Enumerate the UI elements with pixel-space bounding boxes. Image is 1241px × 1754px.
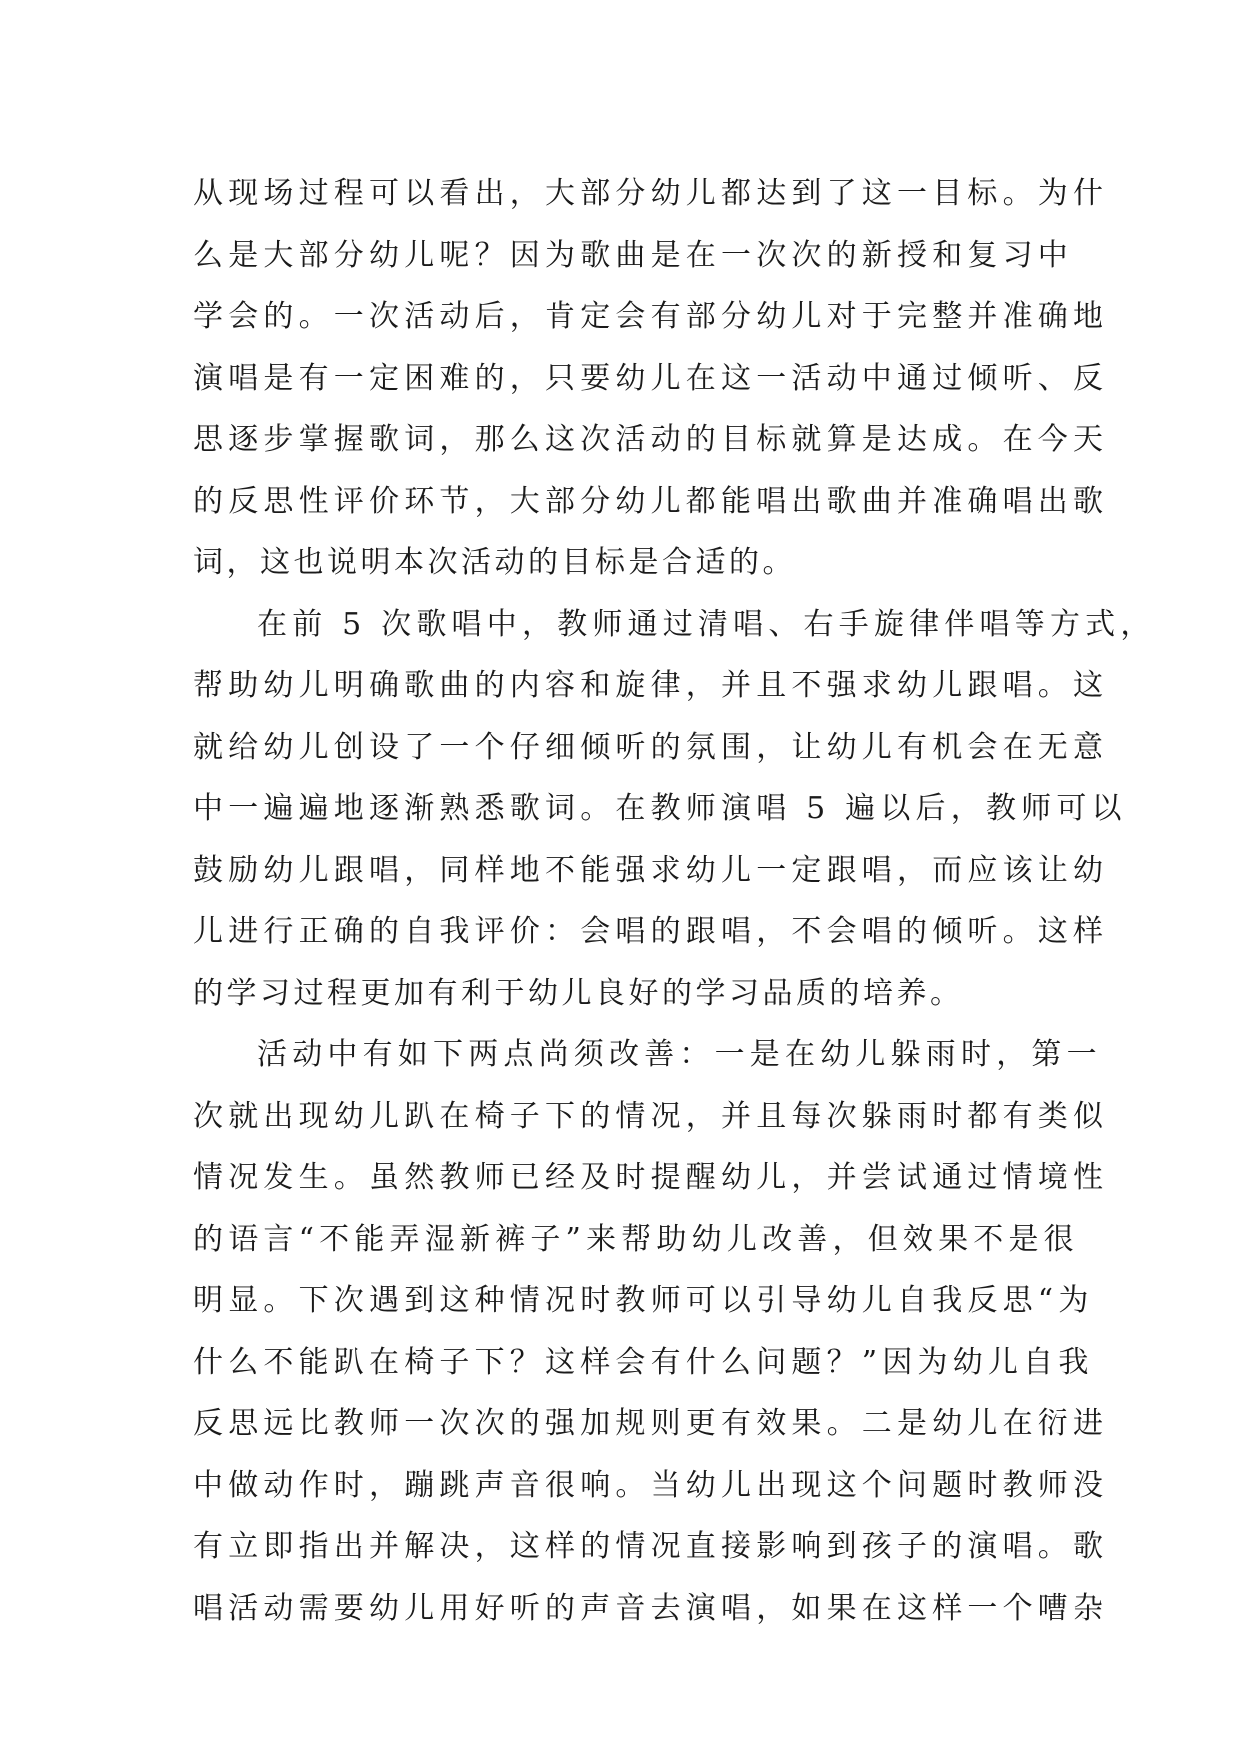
text-line: 中一遍遍地逐渐熟悉歌词。在教师演唱 5 遍以后，教师可以 (193, 791, 1127, 826)
text-line: 有立即指出并解决，这样的情况直接影响到孩子的演唱。歌 (193, 1529, 1109, 1564)
text-line: 中做动作时，蹦跳声音很响。当幼儿出现这个问题时教师没 (193, 1467, 1109, 1503)
text-line: 情况发生。虽然教师已经及时提醒幼儿，并尝试通过情境性 (193, 1160, 1109, 1195)
text-line: 的学习过程更加有利于幼儿良好的学习品质的培养。 (193, 975, 964, 1011)
paragraph-1 (193, 163, 1109, 594)
text-line: 就给幼儿创设了一个仔细倾听的氛围，让幼儿有机会在无意 (193, 729, 1109, 765)
text-line: 学会的。一次活动后，肯定会有部分幼儿对于完整并准确地 (193, 299, 1109, 334)
text-line: 帮助幼儿明确歌曲的内容和旋律，并且不强求幼儿跟唱。这 (193, 668, 1109, 703)
document-body (193, 163, 1156, 1639)
text-line: 演唱是有一定困难的，只要幼儿在这一活动中通过倾听、反 (193, 360, 1109, 396)
text-line: 明显。下次遇到这种情况时教师可以引导幼儿自我反思“为 (193, 1283, 1094, 1318)
text-line: 次就出现幼儿趴在椅子下的情况，并且每次躲雨时都有类似 (193, 1098, 1109, 1134)
text-line: 思逐步掌握歌词，那么这次活动的目标就算是达成。在今天 (193, 422, 1109, 457)
text-line: 么是大部分幼儿呢？因为歌曲是在一次次的新授和复习中 (193, 237, 1073, 273)
text-line: 儿进行正确的自我评价：会唱的跟唱，不会唱的倾听。这样 (193, 914, 1109, 949)
text-line: 唱活动需要幼儿用好听的声音去演唱，如果在这样一个嘈杂 (193, 1590, 1109, 1626)
text-line: 从现场过程可以看出，大部分幼儿都达到了这一目标。为什 (193, 176, 1109, 211)
text-line: 活动中有如下两点尚须改善：一是在幼儿躲雨时，第一 (257, 1037, 1102, 1072)
text-line: 什么不能趴在椅子下？这样会有什么问题？”因为幼儿自我 (193, 1344, 1094, 1380)
text-line: 词，这也说明本次活动的目标是合适的。 (193, 545, 796, 580)
paragraph-2 (193, 594, 1156, 1025)
text-line: 反思远比教师一次次的强加规则更有效果。二是幼儿在衍进 (193, 1406, 1109, 1441)
paragraph-3 (193, 1024, 1109, 1639)
text-line: 在前 5 次歌唱中，教师通过清唱、右手旋律伴唱等方式， (257, 606, 1156, 642)
text-line: 鼓励幼儿跟唱，同样地不能强求幼儿一定跟唱，而应该让幼 (193, 852, 1109, 888)
text-line: 的语言“不能弄湿新裤子”来帮助幼儿改善，但效果不是很 (193, 1221, 1079, 1257)
text-line: 的反思性评价环节，大部分幼儿都能唱出歌曲并准确唱出歌 (193, 483, 1109, 519)
